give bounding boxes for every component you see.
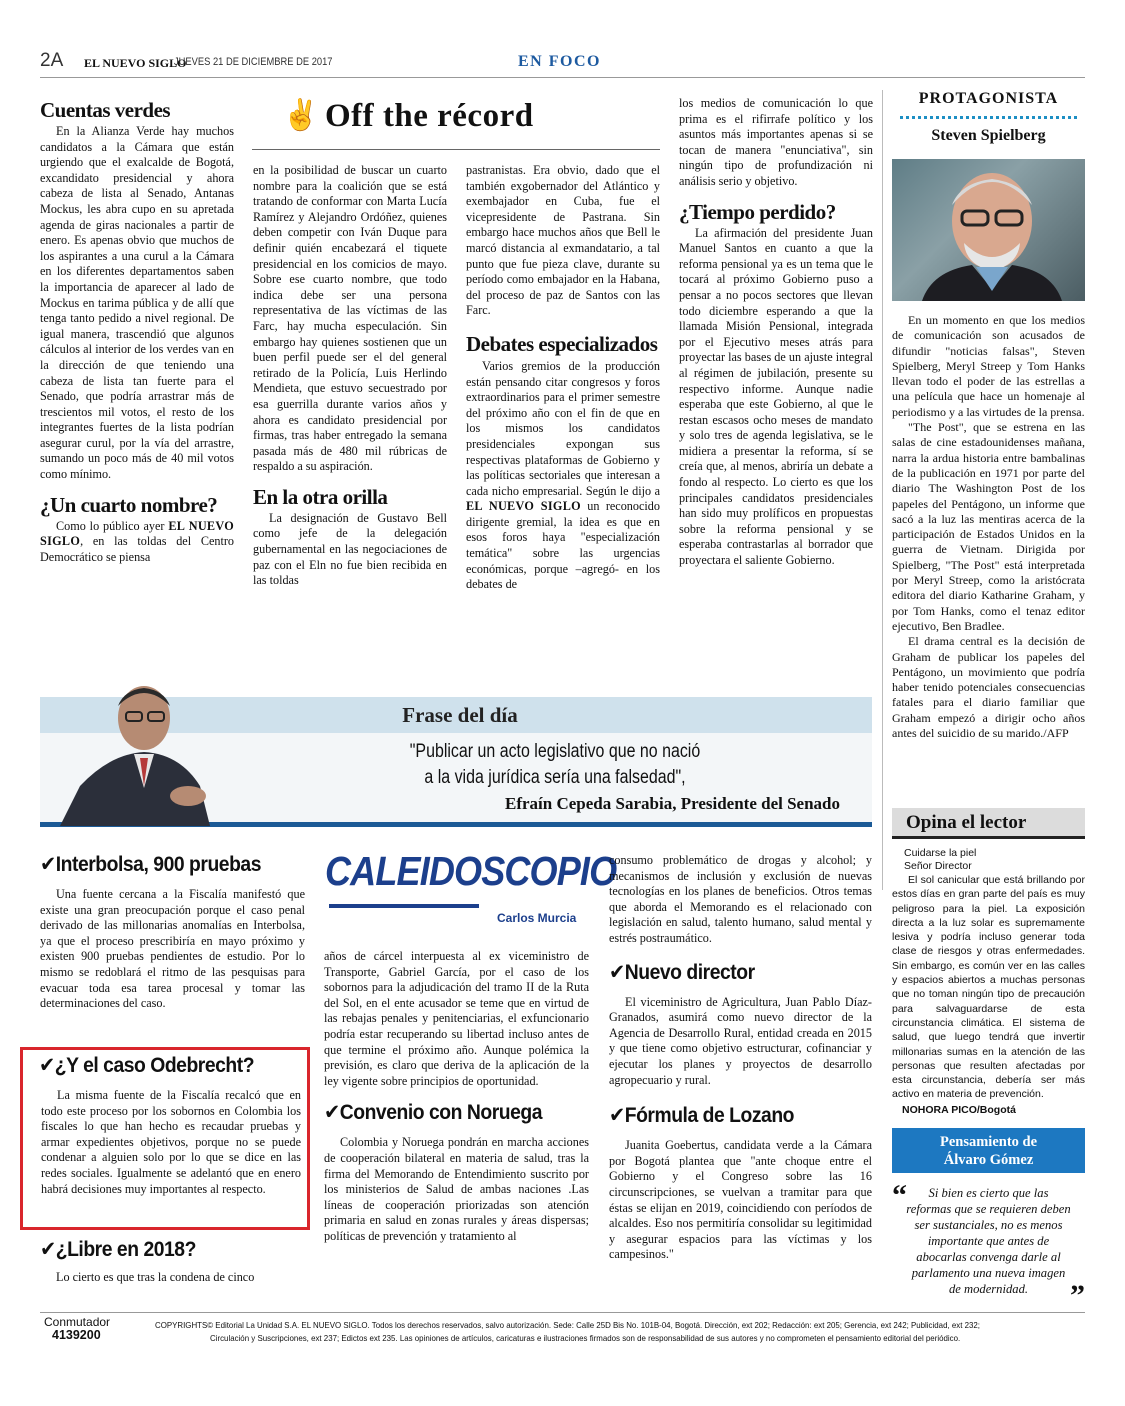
cuarto-text: Como lo público ayer EL NUEVO SIGLO, en las toldas del Centro Democrático se piensa	[40, 518, 234, 564]
frase-quote-line1: "Publicar un acto legislativo que no nació	[409, 741, 701, 762]
spielberg-photo	[892, 159, 1085, 301]
caleidoscopio-underline	[329, 904, 479, 908]
pensamiento-header	[892, 1128, 1085, 1173]
noruega-text: Colombia y Noruega pondrán en marcha acciones de cooperación bilateral en materia de salud, tras la firma del Memorando de Entendimiento suscrito por los ministerios de Salud de ambas naciones .Las líneas de cooperación priorizadas son atención primaria en salud en zonas rurales y áreas dispersas; políticas de prevención y tratamiento al	[324, 1135, 589, 1243]
portrait-icon	[892, 159, 1085, 301]
opina-title: Opina el lector	[892, 808, 1085, 839]
header-rule	[40, 77, 1085, 78]
lozano-text: Juanita Goebertus, candidata verde a la Cámara por Bogotá plantea que "ante choque entre el Gobierno y el Congreso sobre las 16 circunscripciones, se vuelvan a tramitar para que éstas se elijan en 2019, coincidiendo con períodos de alcaldes. Eso nos permitiría consolidar su legitimidad y asegurar espacios para las víctimas y los campesinos."	[609, 1138, 872, 1262]
pensamiento-title-1: Pensamiento de	[939, 1134, 1038, 1150]
odebrecht-box	[20, 1047, 310, 1230]
checkmark-icon: ✔	[40, 853, 56, 876]
debates-title: Debates especializados	[466, 331, 658, 356]
cuentas-title: Cuentas verdes	[40, 98, 171, 122]
col2-text: en la posibilidad de buscar un cuarto nombre para la coalición que se está tratando de conformar con Marta Lucía Ramírez y Alejandro Ordóñez, quienes deben competir con Iván Duque para definir quién encabezará el tiquete presidencial en los comicios de mayo. Sobre ese cuarto nombre, que todo indica debe ser una persona representativa de las víctimas de las Farc, hay mucha especulación. Sin embargo hay quienes sostienen que un buen perfil puede ser el del general retirado de la Policía, Luis Herlindo Mendieta, que estuvo secuestrado por esa guerrilla durante varios años y ahora es candidato presidencial por firmas, tras haber entregado la semana pasada más de 480 mil rúbricas de respaldo a su aspiración.	[253, 163, 447, 474]
col-2	[253, 163, 447, 589]
opina-text: El sol canicular que está brillando por estos días en gran parte del país es muy peligroso para la piel. La exposición directa a la luz solar es supremamente lesiva y podría incluso generar toda clase de riesgos y otras enfermedades. Sin embargo, es común ver en las calles y espacios abiertos a muchas personas que no toman ningún tipo de precaución para salvaguardarse de esta circunstancia climática. El sistema de salud, que luego tendrá que invertir millonarias sumas en la atención de las personas que resulten afectadas por esta circunstancia, debería ser más activo en materia de prevención.	[892, 874, 1085, 1101]
off-record-title: ✌ Off the récord	[282, 98, 534, 134]
lozano-title: ✔Fórmula de Lozano	[609, 1104, 795, 1128]
interbolsa-text: Una fuente cercana a la Fiscalía manifestó que existe una gran preocupación porque el caso penal derivado de las millonarias anomalías en Interbolsa, ya que el proceso prescribiría en mayo próximo y existen 900 pruebas pendientes de estudio. Por lo mismo se redoblará el ritmo de las pesquisas para evacuar toda esa tarea procesal y tomar las determinaciones del caso.	[40, 887, 305, 1011]
protagonista-p1: En un momento en que los medios de comunicación son acusados de difundir "noticias falsas", Steven Spielberg, Meryl Streep y Tom Hanks llevan todo el poder de las estrellas a una película que hace un homenaje al periodismo y a las virtudes de la prensa.	[892, 313, 1085, 419]
dotted-rule	[900, 116, 1077, 119]
libre-section	[40, 1238, 305, 1286]
caleido-col-2	[324, 949, 589, 1245]
footer-copyright-1: COPYRIGHTS© Editorial La Unidad S.A. EL NUEVO SIGLO. Todos los derechos reservados, salvo autorización. Sede: Calle 25D Bis No. 101B-04, Bogotá. Dirección, ext 202; Redacción: ext 205; Gerencia, ext 242; Publicidad, ext 232;	[155, 1320, 980, 1330]
paper-name: EL NUEVO SIGLO	[84, 56, 187, 70]
section-name: EN FOCO	[518, 53, 601, 70]
checkmark-icon: ✔	[609, 1104, 625, 1128]
opina-salutation: Señor Director	[904, 860, 972, 872]
cuarto-title: ¿Un cuarto nombre?	[40, 492, 218, 517]
footer-rule	[40, 1312, 1085, 1313]
protagonista-label: PROTAGONISTA	[918, 90, 1059, 107]
col-3	[466, 163, 660, 593]
orilla-title: En la otra orilla	[253, 484, 388, 509]
caleido-col-1	[40, 853, 305, 1012]
victory-hand-icon: ✌	[282, 99, 320, 132]
title-rule	[252, 149, 660, 150]
protagonista-p2: "The Post", que se estrena en las salas de cine estadounidenses mañana, narra la ardua historia entre bambalinas de la publicación en 1971 por parte del diario The Washington Post de los papeles del Pentágono, un informe que sacó a la luz las mentiras acerca de la participación de Estados Unidos en la guerra de Vietnam. Dirigida por Spielberg, "The Post" está interpretada por Meryl Streep, como la aristócrata editora del diario Katharine Graham, y por Tom Hanks, como el tenaz editor ejecutivo, Ben Bradlee.	[892, 420, 1085, 633]
frase-quote-line2: a la vida jurídica sería una falsedad",	[424, 767, 686, 788]
noruega-title: ✔Convenio con Noruega	[324, 1101, 543, 1125]
caleidoscopio-title: CALEIDOSCOPIO	[325, 848, 617, 894]
debates-text: Varios gremios de la producción están pensando citar congresos y foros extraordinarios para el primer semestre del próximo año con el fin de que en los mismos los candidatos presidenciales expongan sus respectivas plataformas de Gobierno y las políticas sectoriales que interesan a cada nicho empresarial. Según le dijo a EL NUEVO SIGLO un reconocido dirigente gremial, la idea es que en esos foros haya "especialización temática" sobre las urgencias económicas, porque –agregó- en los debates de	[466, 358, 660, 592]
checkmark-icon: ✔	[324, 1101, 340, 1125]
page-header	[40, 50, 1085, 76]
opina-signature: NOHORA PICO/Bogotá	[902, 1103, 1016, 1116]
caleidoscopio-logo	[325, 848, 617, 932]
checkmark-icon: ✔	[40, 1238, 56, 1261]
protagonista-p3: El drama central es la decisión de Graham de publicar los papeles del Pentágono, un movimiento que podría haber tenido potenciales consecuencias fatales para el diario familiar que Graham empezó a dirigir ocho años antes del suicidio de su marido./AFP	[892, 634, 1085, 741]
frase-author: Efraín Cepeda Sarabia, Presidente del Senado	[505, 794, 840, 813]
interbolsa-title: ✔Interbolsa, 900 pruebas	[40, 853, 261, 876]
odebrecht-text: La misma fuente de la Fiscalía recalcó que en todo este proceso por los sobornos en Colombia los fiscales lo que han hecho es recaudar pruebas y armar expedientes objetivos, porque no se puede condenar a alguien solo por lo que se dice en las redes sociales. Igualmente se adelantó que en enero habrá decisiones muy importantes al respecto.	[41, 1088, 301, 1196]
odebrecht-title: ✔¿Y el caso Odebrecht?	[39, 1054, 255, 1077]
opina-subject: Cuidarse la piel	[904, 847, 977, 859]
pensamiento-box	[892, 1128, 1085, 1312]
footer-copyright-2: Circulación y Suscripciones, ext 237; Edictos ext 235. Las opiniones de artículos, caricaturas e ilustraciones firmados son de responsabilidad de sus autores y no comprometen el pensamiento editorial del periódico.	[210, 1333, 961, 1343]
checkmark-icon: ✔	[609, 960, 625, 984]
pensamiento-title-2: Álvaro Gómez	[943, 1152, 1034, 1168]
conmutador-label: Conmutador	[44, 1315, 111, 1329]
director-title: ✔Nuevo director	[609, 960, 755, 984]
close-quote-icon: ”	[1070, 1279, 1085, 1312]
libre-title: ✔¿Libre en 2018?	[40, 1238, 196, 1261]
caleido-mid-text: años de cárcel interpuesta al ex viceministro de Transporte, Gabriel García, por el caso de los sobornos para la adjudicación del tramo II de la Ruta del Sol, en el ente acusador se teme que en virtud de las rebajas penales y penitenciarias, el exfuncionario podría estar recuperando su libertad incluso antes de que termine el próximo año. Aunque polémica la previsión, es claro que deriva de la aplicación de la ley vigente sobre principios de oportunidad.	[324, 949, 589, 1088]
col-4	[679, 96, 873, 569]
page-number: 2A	[40, 50, 64, 71]
frase-title: Frase del día	[402, 703, 518, 727]
conmutador-number: 4139200	[52, 1328, 101, 1342]
caleido-right-text: consumo problemático de drogas y alcohol; y mecanismos de inclusión y exclusión de nuevas tecnologías en los planes de beneficios. Otros temas que aborda el Memorando es el relacionado con legislación en salud, talento humano, salud mental y estrés postraumático.	[609, 853, 872, 945]
protagonista-box	[892, 90, 1085, 741]
caleido-col-3	[609, 853, 872, 1263]
checkmark-icon: ✔	[39, 1054, 55, 1077]
portrait-icon	[60, 676, 210, 826]
protagonista-name: Steven Spielberg	[931, 127, 1046, 144]
cuentas-text: En la Alianza Verde hay muchos candidatos a la Cámara que están urgiendo que el exalcalde de Bogotá, excandidato presidencial y ahora cabeza de lista al Senado, Antanas Mockus, les abra cupo en su apretada agenda de giras nacionales a partir de enero. Es apenas obvio que muchos de los aspirantes a una curul a la Cámara en los diferentes departamentos saben la importancia de aparecer al lado de Mockus en tarima pública y de allí que tenga tanto pedido a nivel regional. De igual manera, trascendió que algunos cálculos al interior de los verdes van en la dirección de que teniendo una cabeza de lista tan fuerte para el Senado, que podría arrastrar más de trescientos mil votos, el resto de los integrantes fuertes de la lista podrían asegurar curul, por la vía del arrastre, sumando un poco más de 40 mil votos como mínimo.	[40, 124, 234, 482]
col-1	[40, 98, 234, 565]
tiempo-text: La afirmación del presidente Juan Manuel Santos en cuanto a que la reforma pensional ya es un tema que le tocará al próximo Gobierno puso a pensar a no pocos sectores que llevan todo diciembre esperando a que la llamada Misión Pensional, integrada por el Ejecutivo meses atrás para proyectar las bases de un ajuste integral al régimen de jubilación, presente su respectivo informe. Aunque nadie esperaba que este Gobierno, al que le restan escasos ocho meses de mandato y solo tres de agenda legislativa, se le midiera a presentar la reforma, sí se creía que, al menos, abriría un debate a fondo al respecto. Lo cierto es que los principales candidatos presidenciales han sido muy prolíficos en propuestas sobre la reforma pensional y se esperaba contrastarlas al borrador que proyectara el saliente Gobierno.	[679, 225, 873, 568]
caleidoscopio-author: Carlos Murcia	[497, 911, 577, 925]
opina-box	[892, 808, 1085, 1116]
director-text: El viceministro de Agricultura, Juan Pablo Díaz-Granados, asumirá como nuevo director de la Agencia de Desarrollo Rural, entidad creada en 2015 y que tiene como objetivo estructurar, cofinanciar y ejecutar los planes y proyectos de desarrollo agropecuario y rural.	[609, 994, 872, 1087]
col3-text: pastranistas. Era obvio, dado que el también exgobernador del Atlántico y exembajador en Cuba, fue el vicepresidente de Pastrana. Sin embargo hace muchos años que Bell le marcó distancia al exmandatario, a tal punto que fue pieza clave, durante su período como embajador en la Habana, del proceso de paz de Santos con las Farc.	[466, 163, 660, 318]
header-date: JUEVES 21 DE DICIEMBRE DE 2017	[174, 56, 333, 68]
tiempo-title: ¿Tiempo perdido?	[679, 199, 836, 224]
open-quote-icon: “	[892, 1179, 907, 1212]
cepeda-photo	[60, 676, 210, 826]
orilla-text: La designación de Gustavo Bell como jefe de la delegación gubernamental en las negociaciones de paz con el Eln no fue bien recibida en las toldas	[253, 510, 447, 588]
pensamiento-quote: Si bien es cierto que las reformas que se requieren deben ser sustanciales, no es menos importante que antes de abocarlas convenga darle al parlamento una nueva imagen de modernidad.	[906, 1186, 1071, 1296]
col4-text: los medios de comunicación lo que prima es el rifirrafe político y los asuntos más importantes apenas si se tocan de manera "enunciativa", sin ningún tipo de profundización ni análisis serio y objetivo.	[679, 96, 873, 188]
libre-text: Lo cierto es que tras la condena de cinco	[56, 1270, 255, 1284]
